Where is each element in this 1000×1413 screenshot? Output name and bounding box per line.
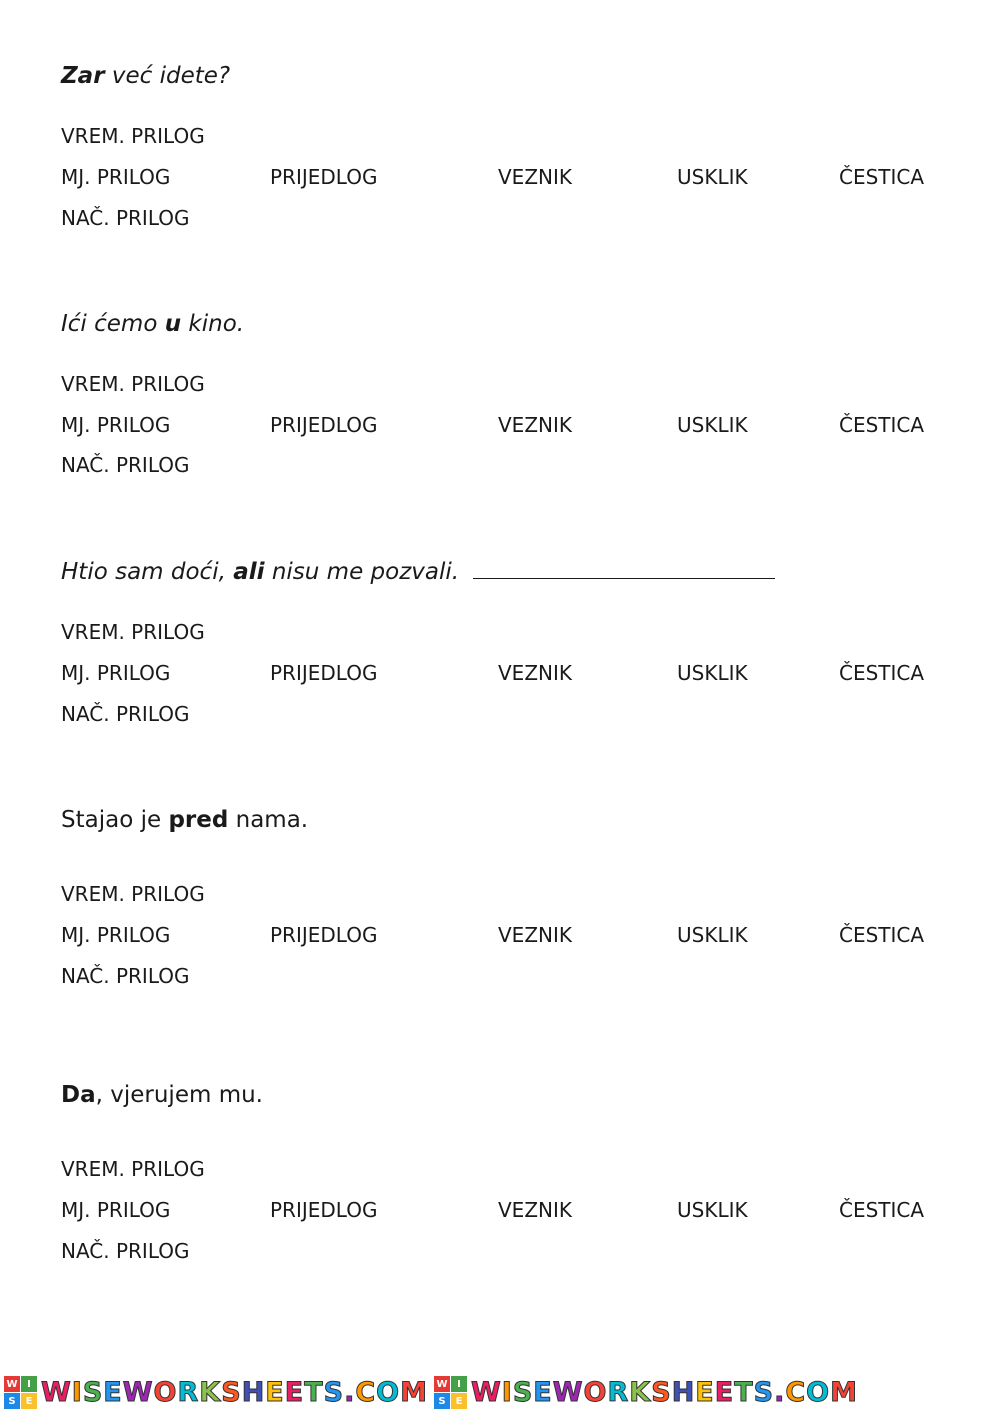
question-4-part-1: Stajao je	[61, 807, 169, 833]
q3-option-usklik[interactable]: USKLIK	[677, 661, 748, 685]
q1-option-vrem-prilog[interactable]: VREM. PRILOG	[61, 124, 205, 148]
brand-logo-icon	[434, 1376, 467, 1409]
brand-text: WISEWORKSHEETS.COM	[41, 1377, 428, 1408]
q3-option-mj-prilog[interactable]: MJ. PRILOG	[61, 661, 171, 685]
question-3-sentence	[61, 557, 775, 587]
logo-tile: S	[434, 1393, 450, 1409]
q2-option-vrem-prilog[interactable]: VREM. PRILOG	[61, 372, 205, 396]
question-2-part-2: u	[164, 311, 182, 337]
q1-option-prijedlog[interactable]: PRIJEDLOG	[270, 165, 378, 189]
q2-option-veznik[interactable]: VEZNIK	[498, 413, 572, 437]
q5-option-prijedlog[interactable]: PRIJEDLOG	[270, 1198, 378, 1222]
question-4-sentence	[61, 805, 308, 835]
question-2-part-3: kino.	[181, 311, 245, 337]
answer-blank-line[interactable]	[473, 577, 775, 579]
question-4-part-2: pred	[168, 807, 229, 833]
logo-tile: I	[451, 1376, 467, 1392]
brand-text: WISEWORKSHEETS.COM	[471, 1377, 858, 1408]
question-5-sentence	[61, 1080, 263, 1110]
q4-option-veznik[interactable]: VEZNIK	[498, 923, 572, 947]
q1-option-veznik[interactable]: VEZNIK	[498, 165, 572, 189]
q4-option-prijedlog[interactable]: PRIJEDLOG	[270, 923, 378, 947]
question-2-part-1: Ići ćemo	[61, 311, 165, 337]
question-1-part-1: Zar	[61, 63, 105, 89]
q1-option-cestica[interactable]: ČESTICA	[839, 165, 925, 189]
q3-option-veznik[interactable]: VEZNIK	[498, 661, 572, 685]
logo-tile: E	[21, 1393, 37, 1409]
q5-option-usklik[interactable]: USKLIK	[677, 1198, 748, 1222]
question-2-sentence	[61, 309, 244, 339]
question-5-part-1: Da	[61, 1082, 96, 1108]
logo-tile: W	[434, 1376, 450, 1392]
q4-option-usklik[interactable]: USKLIK	[677, 923, 748, 947]
logo-tile: S	[4, 1393, 20, 1409]
question-3-part-1: Htio sam doći,	[61, 559, 234, 585]
question-3-part-2: ali	[233, 559, 265, 585]
q5-option-mj-prilog[interactable]: MJ. PRILOG	[61, 1198, 171, 1222]
question-1-part-2: već idete?	[104, 63, 231, 89]
logo-tile: I	[21, 1376, 37, 1392]
q4-option-mj-prilog[interactable]: MJ. PRILOG	[61, 923, 171, 947]
q1-option-mj-prilog[interactable]: MJ. PRILOG	[61, 165, 171, 189]
q5-option-cestica[interactable]: ČESTICA	[839, 1198, 925, 1222]
q4-option-vrem-prilog[interactable]: VREM. PRILOG	[61, 882, 205, 906]
brand-logo-icon	[4, 1376, 37, 1409]
q5-option-nac-prilog[interactable]: NAČ. PRILOG	[61, 1239, 190, 1263]
question-4-part-3: nama.	[228, 807, 309, 833]
q5-option-veznik[interactable]: VEZNIK	[498, 1198, 572, 1222]
q2-option-cestica[interactable]: ČESTICA	[839, 413, 925, 437]
q4-option-nac-prilog[interactable]: NAČ. PRILOG	[61, 964, 190, 988]
q2-option-nac-prilog[interactable]: NAČ. PRILOG	[61, 453, 190, 477]
q5-option-vrem-prilog[interactable]: VREM. PRILOG	[61, 1157, 205, 1181]
q3-option-cestica[interactable]: ČESTICA	[839, 661, 925, 685]
footer-watermark	[0, 1372, 1000, 1413]
q3-option-nac-prilog[interactable]: NAČ. PRILOG	[61, 702, 190, 726]
q2-option-prijedlog[interactable]: PRIJEDLOG	[270, 413, 378, 437]
q3-option-prijedlog[interactable]: PRIJEDLOG	[270, 661, 378, 685]
question-3-part-3: nisu me pozvali.	[264, 559, 460, 585]
logo-tile: E	[451, 1393, 467, 1409]
question-5-part-2: , vjerujem mu.	[95, 1082, 263, 1108]
q2-option-usklik[interactable]: USKLIK	[677, 413, 748, 437]
brand-1	[4, 1376, 428, 1409]
question-1-sentence	[61, 61, 230, 91]
logo-tile: W	[4, 1376, 20, 1392]
q4-option-cestica[interactable]: ČESTICA	[839, 923, 925, 947]
q1-option-usklik[interactable]: USKLIK	[677, 165, 748, 189]
q3-option-vrem-prilog[interactable]: VREM. PRILOG	[61, 620, 205, 644]
q1-option-nac-prilog[interactable]: NAČ. PRILOG	[61, 206, 190, 230]
q2-option-mj-prilog[interactable]: MJ. PRILOG	[61, 413, 171, 437]
brand-2	[434, 1376, 858, 1409]
